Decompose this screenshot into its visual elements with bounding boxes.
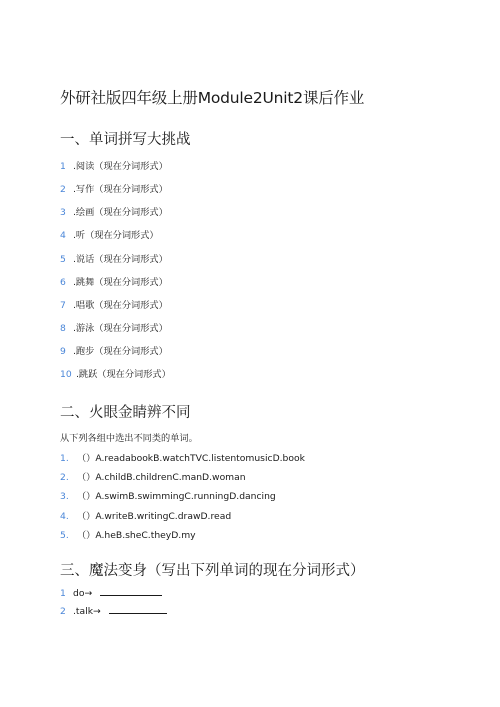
item-number: 9 <box>60 346 66 357</box>
item-text: .说话（现在分词形式） <box>73 254 168 265</box>
answer-blank <box>100 587 162 596</box>
item-text: .跑步（现在分词形式） <box>73 346 168 357</box>
section2-instruction: 从下列各组中选出不同类的单词。 <box>60 433 198 444</box>
list-item <box>60 274 168 288</box>
item-text: （）A.childB.childrenC.manD.woman <box>77 472 246 483</box>
item-number: 2 <box>60 184 66 195</box>
section1-heading: 一、单词拼写大挑战 <box>60 132 191 148</box>
page-title: 外研社版四年级上册Module2Unit2课后作业 <box>60 89 365 107</box>
item-number: 10 <box>60 369 72 380</box>
item-number: 3. <box>60 491 69 502</box>
list-item <box>60 366 171 380</box>
item-number: 4. <box>60 511 69 522</box>
list-item <box>60 251 168 265</box>
item-number: 5 <box>60 254 66 265</box>
list-item <box>60 488 276 502</box>
item-text: .跳舞（现在分词形式） <box>73 277 168 288</box>
item-text: .听（现在分词形式） <box>73 230 159 241</box>
item-text: （）A.writeB.writingC.drawD.read <box>77 511 232 522</box>
item-text: .talk→ <box>73 606 101 617</box>
item-text: do→ <box>73 588 93 599</box>
item-number: 2. <box>60 472 69 483</box>
item-text: .游泳（现在分词形式） <box>73 323 168 334</box>
list-item <box>60 320 168 334</box>
list-item <box>60 508 231 522</box>
section2-heading: 二、火眼金睛辨不同 <box>60 405 191 421</box>
answer-blank <box>109 605 167 614</box>
list-item <box>60 605 167 617</box>
item-number: 6 <box>60 277 66 288</box>
item-text: （）A.readabookB.watchTVC.listentomusicD.book <box>77 453 305 464</box>
list-item <box>60 227 159 241</box>
section3-heading: 三、魔法变身（写出下列单词的现在分词形式） <box>60 563 365 579</box>
item-text: （）A.heB.sheC.theyD.my <box>77 530 196 541</box>
item-number: 8 <box>60 323 66 334</box>
list-item <box>60 181 168 195</box>
list-item <box>60 204 168 218</box>
list-item <box>60 158 168 172</box>
list-item <box>60 527 196 541</box>
item-text: .绘画（现在分词形式） <box>73 207 168 218</box>
item-number: 2 <box>60 606 66 617</box>
item-text: .阅读（现在分词形式） <box>73 161 168 172</box>
item-number: 3 <box>60 207 66 218</box>
list-item <box>60 587 162 599</box>
item-text: （）A.swimB.swimmingC.runningD.dancing <box>77 491 276 502</box>
item-text: .写作（现在分词形式） <box>73 184 168 195</box>
list-item <box>60 450 305 464</box>
list-item <box>60 343 168 357</box>
item-number: 1. <box>60 453 69 464</box>
list-item <box>60 469 246 483</box>
item-number: 1 <box>60 161 66 172</box>
item-number: 1 <box>60 588 66 599</box>
item-number: 7 <box>60 300 66 311</box>
item-text: .跳跃（现在分词形式） <box>76 369 171 380</box>
list-item <box>60 297 168 311</box>
item-text: .唱歌（现在分词形式） <box>73 300 168 311</box>
item-number: 4 <box>60 230 66 241</box>
item-number: 5. <box>60 530 69 541</box>
